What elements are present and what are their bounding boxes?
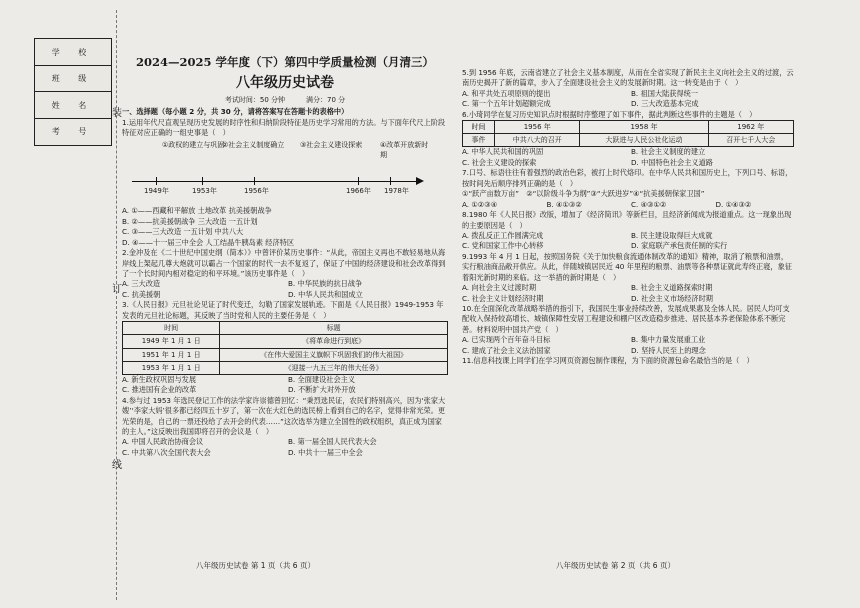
table-header: 时间 [123, 322, 220, 335]
option: C. ④③①② [631, 199, 667, 209]
table-row [123, 348, 448, 361]
page-1 [122, 46, 448, 458]
options [122, 279, 448, 300]
option: B. ②——抗美援朝战争 三大改造 一五计划 [122, 216, 258, 226]
options [122, 437, 448, 458]
table-row [123, 335, 448, 348]
table-cell: 1949 年 1 月 1 日 [123, 335, 220, 348]
option: D. 中华人民共和国成立 [288, 289, 363, 299]
student-info-box [34, 38, 112, 144]
question-4: 4.参与过 1953 年选民登记工作的法学家许崇德曾回忆：“秉烈选民证，农民们特别高兴，因为‘张家大嫂’‘李家大妈’很多都已经四五十岁了，第一次在大红色的选民榜上看到自己的名字，觉得非常光荣。更光荣的是，自己的一票还投给了去开会的代表……”这次选举为建立全国性的政权组织，真正成为国家的主人。”这反映出我国即将召开的会议是（ ） [122, 395, 446, 436]
timeline-year: 1956年 [244, 187, 269, 196]
event-table [462, 120, 794, 147]
option: B. 集中力量发展重工业 [631, 335, 706, 345]
table-cell: 1953 年 1 月 1 日 [123, 361, 220, 374]
page-footer: 八年级历史试卷 第 1 页（共 6 页） [196, 561, 315, 570]
options [462, 335, 794, 356]
option: A. 和平共处五项原则的提出 [462, 88, 551, 98]
option: D. ④——十一届三中全会 人工结晶牛胰岛素 经济特区 [122, 237, 295, 247]
option: D. 坚持人民至上的理念 [631, 345, 706, 355]
table-cell: 1958 年 [580, 121, 708, 134]
timeline-tick [390, 177, 391, 185]
binding-line [116, 10, 117, 600]
option: A. ①②③④ [462, 199, 498, 209]
option: B. ④①③② [546, 199, 582, 209]
option: D. ①④③② [715, 199, 752, 209]
timeline-label: ③社会主义建设探索 [300, 141, 363, 150]
options [122, 375, 448, 396]
timeline-label: ②社会主义制度确立 [222, 141, 285, 150]
options [462, 231, 794, 252]
table-cell: 中共八大的召开 [495, 134, 580, 147]
timeline-label: ④改革开放新时期 [380, 141, 429, 159]
options [462, 200, 794, 210]
page-2 [462, 68, 794, 367]
table-row [463, 134, 794, 147]
options [462, 147, 794, 168]
timeline-label: ①政权的建立与巩固 [162, 141, 225, 150]
option: A. 中国人民政治协商会议 [122, 437, 204, 447]
question-8: 8.1980 年《人民日报》改版，增加了《经济简讯》等新栏目，且经济新闻成为报道重点。这一现象出现的主要原因是（ ） [462, 210, 792, 230]
option: B. 第一届全国人民代表大会 [288, 437, 377, 447]
option: C. 中共第八次全国代表大会 [122, 447, 211, 457]
table-cell: 召开七千人大会 [708, 134, 793, 147]
option: C. 抗美援朝 [122, 289, 161, 299]
exam-number-field: 考 号 [34, 118, 112, 146]
question-7: 7.口号、标语往往有着强烈的政治色彩，被打上时代烙印。在中华人民共和国历史上，下列口号、标语，按时间先后顺序排列正确的是（ ） [462, 168, 793, 188]
timeline-figure [122, 141, 448, 203]
exam-info: 考试时间：50 分钟 满分：70 分 [224, 95, 346, 104]
timeline-tick [358, 177, 359, 185]
timeline-tick [254, 177, 255, 185]
section-heading: 一、选择题（每小题 2 分，共 30 分，请将答案写在答题卡的表格中） [122, 107, 349, 117]
option: D. 中国特色社会主义道路 [631, 157, 713, 167]
table-cell: 1962 年 [708, 121, 793, 134]
table-cell: 时间 [463, 121, 495, 134]
binding-char: 线 [112, 460, 122, 471]
option: D. 社会主义市场经济时期 [631, 293, 713, 303]
option: B. 民主建设取得巨大成就 [631, 230, 713, 240]
option: D. 不断扩大对外开放 [288, 385, 356, 395]
option: C. 社会主义建设的探索 [462, 157, 537, 167]
options [462, 89, 794, 110]
option: A. 三大改造 [122, 279, 161, 289]
table-cell: 《在伟大爱国主义旗帜下巩固我们的伟大祖国》 [220, 348, 448, 361]
question-1: 1.运用年代尺直观呈现历史发展的时序性和归纳阶段特征是历史学习常用的方法。与下面年代尺上阶段特征对应正确的一组史事是（ ） [122, 117, 446, 137]
option: A. 向社会主义过渡时期 [462, 283, 537, 293]
editorial-table [122, 321, 448, 375]
question-9: 9.1993 年 4 月 1 日起，按照国务院《关于加快粮食流通体制改革的通知》精神，取消了粮票和油票，实行粮油商品敞开供应。从此，伴随城镇居民近 40 年里程的粮票、油票等各种票证就此寿终正寝，象征着阳光新时期的来临。这一举措的新时期是（ ） [462, 251, 792, 282]
timeline-arrow [416, 177, 424, 185]
question-3: 3.《人民日报》元旦社论见证了时代变迁，勾勒了国家发展轨迹。下面是《人民日报》1949-1953 年发表的元旦社论标题，其反映了当时党和人民的主要任务是（ ） [122, 300, 444, 320]
option: C. 推进国有企业的改革 [122, 385, 197, 395]
table-cell: 《迎接一九五三年的伟大任务》 [220, 361, 448, 374]
option: A. 新生政权巩固与发展 [122, 374, 197, 384]
school-field: 学 校 [34, 38, 112, 66]
slogan-list: ①“跃产亩数万亩” ②“以阶级斗争为纲”③“大跃进岁”④“抗美援朝保家卫国” [462, 189, 705, 199]
table-cell: 事件 [463, 134, 495, 147]
option: D. 家庭联产承包责任制的实行 [631, 241, 728, 251]
option: D. 三大改造基本完成 [631, 99, 699, 109]
option: A. 中华人民共和国的巩固 [462, 147, 544, 157]
timeline-year: 1953年 [192, 187, 217, 196]
table-row [463, 121, 794, 134]
table-cell: 《将革命进行到底》 [220, 335, 448, 348]
binding-char: 订 [112, 284, 122, 295]
option: B. 社会主义制度的建立 [631, 147, 706, 157]
timeline-year: 1949年 [144, 187, 169, 196]
class-field: 班 级 [34, 65, 112, 93]
options [462, 283, 794, 304]
question-5: 5.到 1956 年底，云南省建立了社会主义基本制度，从而在全省实现了新民主主义向社会主义的过渡，云南历史揭开了新的篇章，步入了全面建设社会主义的发展新时期。这一转变是由于（ ） [462, 68, 794, 88]
timeline-tick [156, 177, 157, 185]
table-header: 标题 [220, 322, 448, 335]
option: C. 第一个五年计划超额完成 [462, 99, 551, 109]
question-10: 10.在全面深化改革战略举措的指引下，我国民生事业持续改善，发展成果惠及全体人民。居民人均可支配收入保持较高增长、城镇保障性安居工程建设和棚户区改造稳步推进、居民基本养老保险体系不断完善。材料说明中国共产党（ ） [462, 304, 790, 334]
table-row [123, 361, 448, 374]
timeline-year: 1966年 [346, 187, 371, 196]
option: C. ③——三大改造 一五计划 中共八大 [122, 227, 244, 237]
page-footer: 八年级历史试卷 第 2 页（共 6 页） [556, 561, 675, 570]
option: D. 中共十一届三中全会 [288, 447, 363, 457]
question-6: 6.小琦同学在复习历史知识点时根据时序整理了如下事件，据此判断这些事件的主题是（ ） [462, 109, 757, 119]
option: C. 党和国家工作中心转移 [462, 241, 544, 251]
question-2: 2.金冲及在《二十世纪中国史纲（简本）》中曾评价某历史事件：“从此，帝国主义再也不敢轻易地从海岸线上架起几尊大炮就可以霸占一个国家的时代一去不复返了，保证了中国的经济建设和社会改革得到了一个长时间内相对稳定的和平环境。”该历史事件是（ ） [122, 248, 446, 279]
timeline-tick [202, 177, 203, 185]
name-field: 姓 名 [34, 91, 112, 119]
exam-title: 2024—2025 学年度（下）第四中学质量检测（月清三） [135, 55, 434, 69]
option: B. 祖国大陆获得统一 [631, 88, 699, 98]
table-cell: 1951 年 1 月 1 日 [123, 348, 220, 361]
timeline-axis [132, 181, 418, 182]
binding-char: 装 [112, 108, 122, 119]
table-cell: 大跃进与人民公社化运动 [580, 134, 708, 147]
option: B. 社会主义道路探索时期 [631, 283, 713, 293]
option: A. 拨乱反正工作圆满完成 [462, 230, 544, 240]
timeline-year: 1978年 [384, 187, 409, 196]
table-cell: 1956 年 [495, 121, 580, 134]
option: C. 社会主义计划经济时期 [462, 293, 544, 303]
option: A. 已实现两个百年奋斗目标 [462, 335, 551, 345]
option: B. 中华民族的抗日战争 [288, 279, 363, 289]
exam-subtitle: 八年级历史试卷 [236, 74, 334, 91]
question-11: 11.信息科技课上同学们在学习网页资源包制作课程，为下面的资源包命名最恰当的是（ ） [462, 356, 754, 366]
option: B. 全面建设社会主义 [288, 374, 356, 384]
option: A. ①——西藏和平解放 土地改革 抗美援朝战争 [122, 206, 272, 216]
option: C. 建成了社会主义法治国家 [462, 345, 551, 355]
